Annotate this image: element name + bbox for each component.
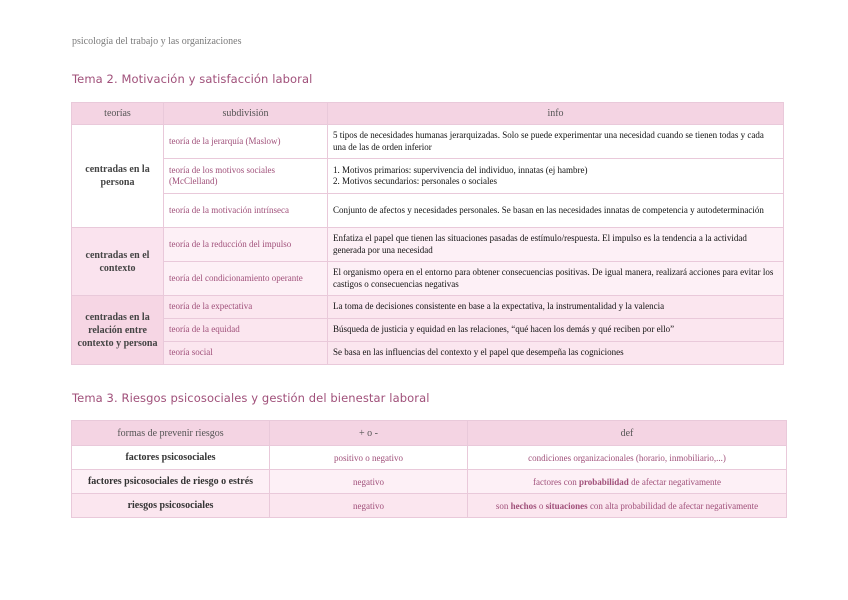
info-cell: Conjunto de afectos y necesidades personales. Se basan en las necesidades innatas de competencia y autodeterminación — [328, 194, 784, 228]
subdivision-cell: teoría de la jerarquía (Maslow) — [164, 125, 328, 159]
subdivision-cell: teoría de la equidad — [164, 319, 328, 342]
table-row — [72, 262, 784, 296]
group-cell-relacion: centradas en la relación entre contexto y persona — [72, 296, 164, 365]
table-row — [72, 194, 784, 228]
table-row — [72, 296, 784, 319]
table-row — [72, 159, 784, 194]
document-header: psicología del trabajo y las organizaciones — [72, 36, 242, 47]
table-row — [72, 342, 784, 365]
table-row — [72, 228, 784, 262]
group-cell-contexto: centradas en el contexto — [72, 228, 164, 296]
table-header-row — [72, 421, 787, 446]
def-emphasis: hechos — [510, 500, 537, 511]
table-row — [72, 446, 787, 470]
motivation-theories-table — [71, 102, 784, 365]
table-row — [72, 470, 787, 494]
def-emphasis: probabilidad — [578, 476, 629, 487]
subdivision-cell: teoría social — [164, 342, 328, 365]
info-cell: El organismo opera en el entorno para obtener consecuencias positivas. De igual manera, realizará acciones para evitar los castigos o consecuencias negativas — [328, 262, 784, 296]
sign-cell: positivo o negativo — [270, 446, 468, 470]
column-header-def: def — [468, 421, 787, 446]
column-header-info: info — [328, 103, 784, 125]
subdivision-cell: teoría de la reducción del impulso — [164, 228, 328, 262]
table-header-row — [72, 103, 784, 125]
table-row — [72, 125, 784, 159]
subdivision-cell: teoría de los motivos sociales (McClelland) — [164, 159, 328, 194]
info-cell: La toma de decisiones consistente en base a la expectativa, la instrumentalidad y la valencia — [328, 296, 784, 319]
table-row — [72, 319, 784, 342]
section-title-tema3: Tema 3. Riesgos psicosociales y gestión del bienestar laboral — [72, 391, 430, 405]
info-cell: Enfatiza el papel que tienen las situaciones pasadas de estímulo/respuesta. El impulso es la tendencia a la actividad generada por una necesidad — [328, 228, 784, 262]
subdivision-cell: teoría de la motivación intrínseca — [164, 194, 328, 228]
column-header-subdivision: subdivisión — [164, 103, 328, 125]
column-header-teorias: teorías — [72, 103, 164, 125]
subdivision-cell: teoría del condicionamiento operante — [164, 262, 328, 296]
def-text: factores con — [532, 476, 579, 487]
risk-name-cell: factores psicosociales — [72, 446, 270, 470]
info-cell: Búsqueda de justicia y equidad en las relaciones, “qué hacen los demás y qué reciben por ello” — [328, 319, 784, 342]
column-header-formas: formas de prevenir riesgos — [72, 421, 270, 446]
def-text: con alta probabilidad de afectar negativamente — [587, 500, 759, 511]
section-title-tema2: Tema 2. Motivación y satisfacción laboral — [72, 72, 313, 86]
info-cell — [328, 159, 784, 194]
info-line: 1. Motivos primarios: supervivencia del individuo, innatas (ej hambre) — [333, 164, 588, 175]
definition-cell: condiciones organizacionales (horario, inmobiliario,...) — [468, 446, 787, 470]
def-text: o — [536, 500, 546, 511]
info-cell: Se basa en las influencias del contexto y el papel que desempeña las cogniciones — [328, 342, 784, 365]
group-cell-persona: centradas en la persona — [72, 125, 164, 228]
sign-cell: negativo — [270, 494, 468, 518]
subdivision-cell: teoría de la expectativa — [164, 296, 328, 319]
table-row — [72, 494, 787, 518]
definition-cell — [468, 494, 787, 518]
risk-prevention-table — [71, 420, 787, 518]
def-emphasis: situaciones — [545, 500, 588, 511]
column-header-signo: + o - — [270, 421, 468, 446]
info-cell: 5 tipos de necesidades humanas jerarquizadas. Solo se puede experimentar una necesidad cuando se tienen todas y cada una de las de orden inferior — [328, 125, 784, 159]
definition-cell — [468, 470, 787, 494]
def-text: de afectar negativamente — [628, 476, 722, 487]
sign-cell: negativo — [270, 470, 468, 494]
info-line: 2. Motivos secundarios: personales o sociales — [333, 176, 497, 186]
risk-name-cell: riesgos psicosociales — [72, 494, 270, 518]
risk-name-cell: factores psicosociales de riesgo o estrés — [72, 470, 270, 494]
def-text: son — [495, 500, 511, 511]
